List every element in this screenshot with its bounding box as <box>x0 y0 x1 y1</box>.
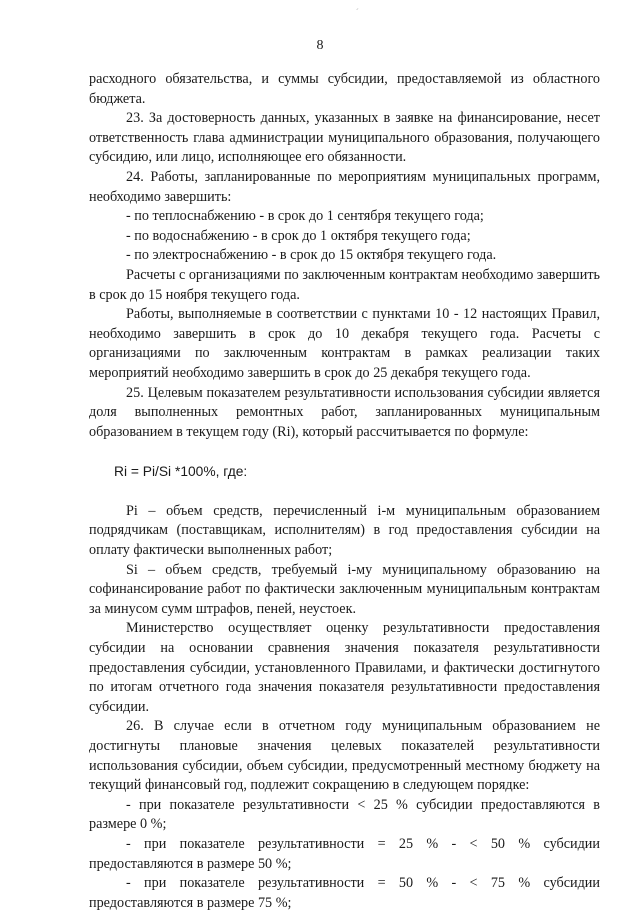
definition-si: Si – объем средств, требуемый i-му муниципальному образованию на софинансирование работ по фактически заключенным муниципальным контрактам за минусом сумм штрафов, пеней, неустоек. <box>89 561 600 617</box>
list-item-water: - по водоснабжению - в срок до 1 октября текущего года; <box>126 227 471 244</box>
scan-speck: ´ <box>356 8 360 19</box>
document-body <box>89 70 600 913</box>
paragraph-26: 26. В случае если в отчетном году муниципальным образованием не достигнуты плановые значения целевых показателей результативности использования субсидии, объем субсидии, предусмотренный местному бюджету на текущий финансовый год, подлежит сокращению в следующем порядке: <box>89 718 600 794</box>
page-number: 8 <box>316 38 324 53</box>
formula: Ri = Pi/Si *100%, где: <box>114 464 248 480</box>
list-item-under-25: - при показателе результативности < 25 % субсидии предоставляются в размере 0 %; <box>89 796 600 833</box>
list-item-heating: - по теплоснабжению - в срок до 1 сентября текущего года; <box>126 208 484 225</box>
list-item-electricity: - по электроснабжению - в срок до 15 октября текущего года. <box>126 247 497 264</box>
paragraph-25: 25. Целевым показателем результативности использования субсидии является доля выполненных ремонтных работ, запланированных муниципальным образованием в текущем году (Ri), который рассчитывается по формуле: <box>89 384 600 440</box>
definition-pi: Pi – объем средств, перечисленный i-м муниципальным образованием подрядчикам (поставщикам, исполнителям) в год предоставления субсидии на оплату фактически выполненных работ; <box>89 502 600 559</box>
list-item-50-75: - при показателе результативности = 50 % - < 75 % субсидии предоставляются в размере 75 %; <box>89 875 600 911</box>
paragraph-settlements: Расчеты с организациями по заключенным контрактам необходимо завершить в срок до 15 ноября текущего года. <box>89 266 600 303</box>
paragraph-23: 23. За достоверность данных, указанных в заявке на финансирование, несет ответственность глава администрации муниципального образования, получающего субсидию, или лицо, исполняющее его обязанности. <box>89 110 600 166</box>
paragraph-works-10-12: Работы, выполняемые в соответствии с пунктами 10 - 12 настоящих Правил, необходимо завершить в срок до 10 декабря текущего года. Расчеты с организациями по заключенным контрактам в рамках реализации таких мероприятий необходимо завершить в срок до 25 декабря текущего года. <box>89 306 600 381</box>
list-item-25-50: - при показателе результативности = 25 % - < 50 % субсидии предоставляются в размере 50 %; <box>89 835 600 872</box>
paragraph-24: 24. Работы, запланированные по мероприятиям муниципальных программ, необходимо завершить: <box>89 168 600 205</box>
paragraph-ministry-assessment: Министерство осуществляет оценку результативности предоставления субсидии на основании сравнения значения показателя результативности предоставления субсидии, установленного Правилами, и фактически достигнутого по итогам отчетного года значения показателя результативности предоставления субсидии. <box>89 620 600 715</box>
paragraph-22-tail: расходного обязательства, и суммы субсидии, предоставляемой из областного бюджета. <box>89 71 600 107</box>
